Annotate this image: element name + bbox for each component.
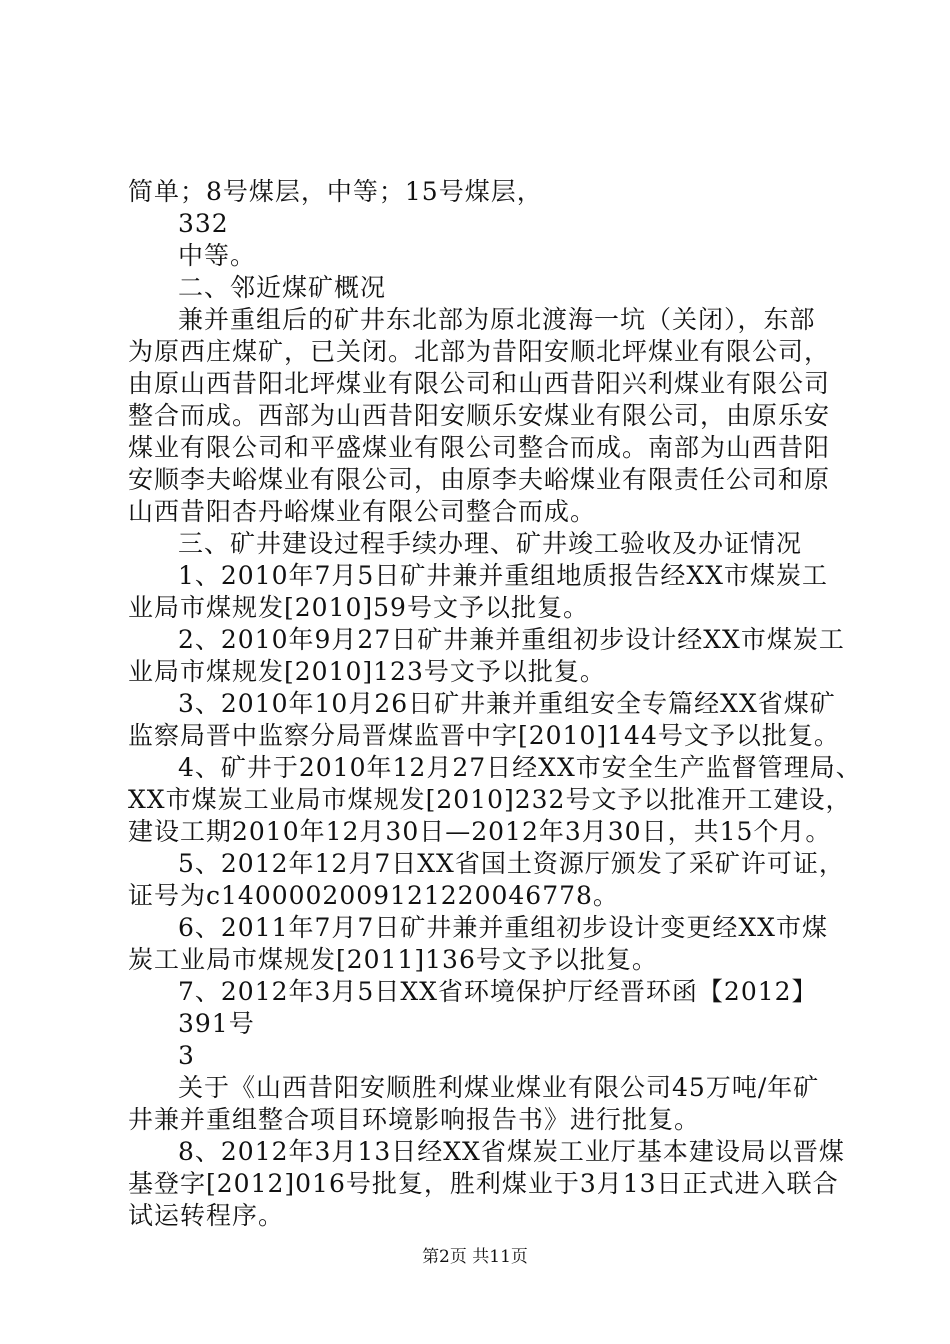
text-line: 391号 [178, 1009, 255, 1038]
text-line: 3 [178, 1041, 195, 1070]
text-line: 兼并重组后的矿井东北部为原北渡海一坑（关闭），东部 [178, 305, 816, 334]
text-line: 简单；8号煤层，中等；15号煤层， [128, 177, 543, 206]
text-line: 炭工业局市煤规发[2011]136号文予以批复。 [128, 945, 658, 974]
text-line: 7、2012年3月5日XX省环境保护厅经晋环函【2012】 [178, 977, 818, 1006]
text-line: 2、2010年9月27日矿井兼并重组初步设计经XX市煤炭工 [178, 625, 845, 654]
text-line: 8、2012年3月13日经XX省煤炭工业厅基本建设局以晋煤 [178, 1137, 845, 1166]
text-line: 3、2010年10月26日矿井兼并重组安全专篇经XX省煤矿 [178, 689, 836, 718]
text-line: 基登字[2012]016号批复，胜利煤业于3月13日正式进入联合 [128, 1169, 839, 1198]
page-footer: 第2页 共11页 [422, 1247, 528, 1267]
text-line: 中等。 [178, 241, 257, 270]
text-line: 332 [178, 209, 229, 238]
text-line: 井兼并重组整合项目环境影响报告书》进行批复。 [128, 1105, 701, 1134]
text-line: 1、2010年7月5日矿井兼并重组地质报告经XX市煤炭工 [178, 561, 828, 590]
text-line: 煤业有限公司和平盛煤业有限公司整合而成。南部为山西昔阳 [128, 433, 831, 462]
text-line: 整合而成。西部为山西昔阳安顺乐安煤业有限公司，由原乐安 [128, 401, 831, 430]
text-line: 监察局晋中监察分局晋煤监晋中字[2010]144号文予以批复。 [128, 721, 840, 750]
text-line: 业局市煤规发[2010]123号文予以批复。 [128, 657, 606, 686]
text-line: 4、矿井于2010年12月27日经XX市安全生产监督管理局、 [178, 753, 862, 782]
text-line: 由原山西昔阳北坪煤业有限公司和山西昔阳兴利煤业有限公司 [128, 369, 831, 398]
text-line: 三、矿井建设过程手续办理、矿井竣工验收及办证情况 [178, 529, 803, 558]
text-line: 山西昔阳杏丹峪煤业有限公司整合而成。 [128, 497, 597, 526]
text-line: XX市煤炭工业局市煤规发[2010]232号文予以批准开工建设， [128, 785, 852, 814]
text-line: 6、2011年7月7日矿井兼并重组初步设计变更经XX市煤 [178, 913, 828, 942]
document-body [128, 176, 862, 1232]
text-line: 建设工期2010年12月30日—2012年3月30日，共15个月。 [128, 817, 832, 846]
text-line: 证号为c1400002009121220046778。 [128, 881, 619, 910]
text-line: 二、邻近煤矿概况 [178, 273, 387, 302]
text-line: 安顺李夫峪煤业有限公司，由原李夫峪煤业有限责任公司和原 [128, 465, 831, 494]
text-line: 为原西庄煤矿，已关闭。北部为昔阳安顺北坪煤业有限公司， [128, 337, 831, 366]
text-line: 5、2012年12月7日XX省国土资源厅颁发了采矿许可证， [178, 849, 845, 878]
text-line: 关于《山西昔阳安顺胜利煤业煤业有限公司45万吨/年矿 [178, 1073, 820, 1102]
text-line: 试运转程序。 [128, 1201, 285, 1230]
text-line: 业局市煤规发[2010]59号文予以批复。 [128, 593, 589, 622]
